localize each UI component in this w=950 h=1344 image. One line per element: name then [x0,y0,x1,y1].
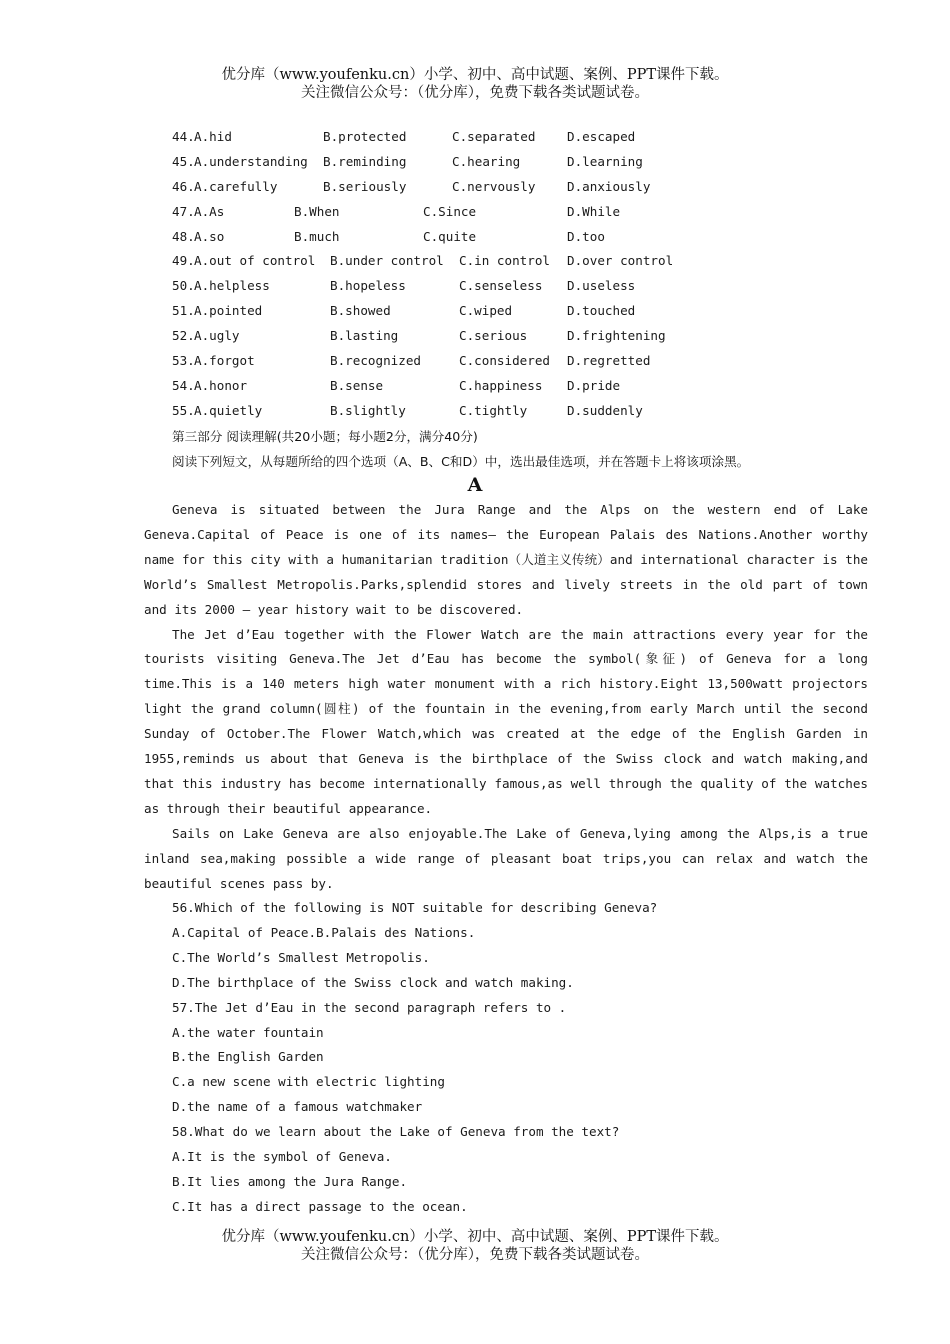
option-row-48: 48. A.so B.much C.quite D.too [172,228,605,244]
footer-line-1: 优分库（www.youfenku.cn）小学、初中、高中试题、案例、PPT课件下载。 [221,1229,729,1245]
question-56-option-c: C.The World’s Smallest Metropolis. [172,949,430,965]
question-57-option-d: D.the name of a famous watchmaker [172,1099,423,1115]
question-56-option-d: D.The birthplace of the Swiss clock and watch making. [172,974,574,990]
page-header [0,66,950,102]
option-row-49: 49. A.out of control B.under control C.in control D.over control [172,253,674,269]
passage-paragraph-3: Sails on Lake Geneva are also enjoyable.The Lake of Geneva,lying among the Alps,is a true inland sea,making possible a wide range of pleasant boat trips,you can relax and watch the beautiful scenes pass by. [144,825,868,891]
question-56-stem: 56.Which of the following is NOT suitable for describing Geneva? [172,900,658,915]
option-row-52: 52. A.ugly B.lasting C.serious D.frightening [172,328,666,344]
page-footer [0,1228,950,1264]
section-title: 第三部分 阅读理解(共20小题；每小题2分，满分40分) [172,429,478,444]
section-instruction: 阅读下列短文，从每题所给的四个选项（A、B、C和D）中，选出最佳选项，并在答题卡上将该项涂黑。 [172,454,750,469]
option-row-44: 44. A.hid B.protected C.separated D.escaped [172,129,636,144]
question-57-stem: 57.The Jet d’Eau in the second paragraph refers to . [172,999,567,1015]
option-row-55: 55. A.quietly B.slightly C.tightly D.suddenly [172,402,643,418]
question-58-option-c: C.It has a direct passage to the ocean. [172,1198,468,1214]
option-row-54: 54. A.honor B.sense C.happiness D.pride [172,377,621,393]
passage-label: A [467,474,483,496]
option-row-47: 47. A.As B.When C.Since D.While [172,203,621,219]
cloze-options-list [172,126,892,425]
header-line-2: 关注微信公众号：（优分库），免费下载各类试题试卷。 [301,85,649,101]
passage-paragraph-1: Geneva is situated between the Jura Range and the Alps on the western end of Lake Geneva.Capital of Peace is one of its names— the European Palais des Nations.Another worthy name for this city with a humanitarian tradition（人道主义传统）and international character is the World’s Smallest Metropolis.Parks,splendid stores and lively streets in the old part of town and its 2000 — year history wait to be discovered. [144,502,868,617]
question-58-option-a: A.It is the symbol of Geneva. [172,1149,392,1165]
question-57-option-a: A.the water fountain [172,1024,324,1040]
question-57-option-b: B.the English Garden [172,1049,324,1065]
option-row-50: 50. A.helpless B.hopeless C.senseless D.useless [172,278,636,294]
option-row-53: 53. A.forgot B.recognized C.considered D.regretted [172,353,651,369]
option-row-45: 45. A.understanding B.reminding C.hearing D.learning [172,153,643,169]
reading-passage [144,498,868,897]
footer-line-2: 关注微信公众号：（优分库），免费下载各类试题试卷。 [301,1247,649,1263]
question-56-options-ab: A.Capital of Peace.B.Palais des Nations. [172,924,476,940]
passage-paragraph-2: The Jet d’Eau together with the Flower Watch are the main attractions every year for the tourists visiting Geneva.The Jet d’Eau has become the symbol(象征) of Geneva for a long time.This is a 140 meters high water monument with a rich history.Eight 13,500watt projectors light the grand column(圆柱) of the fountain in the evening,from early March until the second Sunday of October.The Flower Watch,which was created at the edge of the English Garden in 1955,reminds us about that Geneva is the birthplace of the Swiss clock and watch making,and that this industry has become internationally famous,as well through the quality of the watches as through their beautiful appearance. [144,626,868,816]
option-row-51: 51. A.pointed B.showed C.wiped D.touched [172,303,636,319]
option-row-46: 46. A.carefully B.seriously C.nervously D.anxiously [172,178,651,194]
header-line-1: 优分库（www.youfenku.cn）小学、初中、高中试题、案例、PPT课件下载。 [221,67,729,83]
question-58-option-b: B.It lies among the Jura Range. [172,1173,408,1189]
question-list [172,896,872,1220]
question-58-stem: 58.What do we learn about the Lake of Geneva from the text? [172,1124,620,1140]
question-57-option-c: C.a new scene with electric lighting [172,1074,445,1090]
